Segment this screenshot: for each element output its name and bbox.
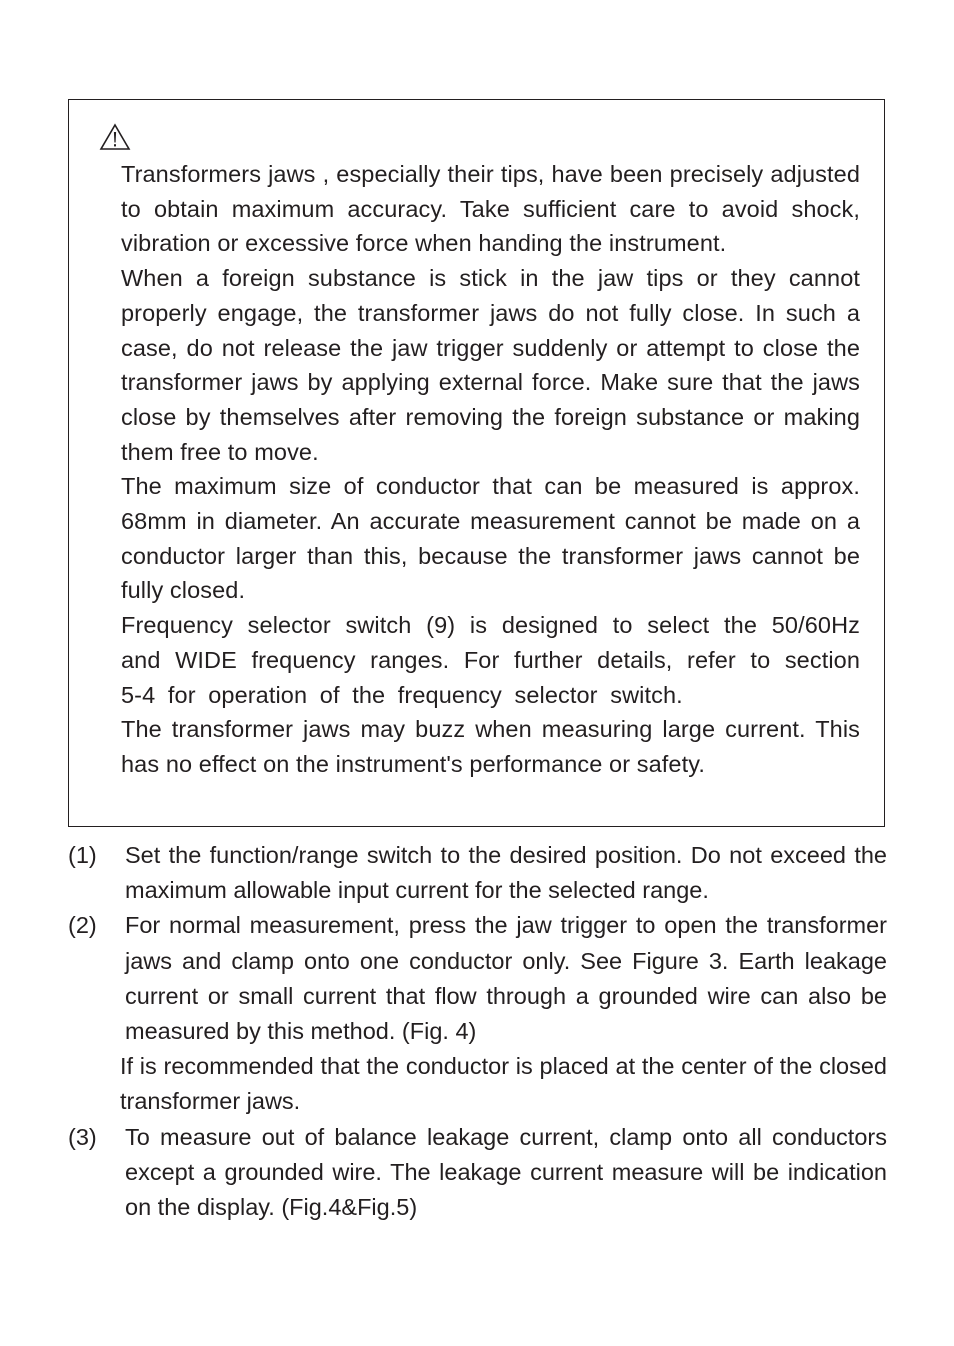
- procedure-steps: [68, 838, 887, 1225]
- caution-box: [68, 99, 885, 827]
- list-item: [68, 908, 887, 1049]
- step-text: For normal measurement, press the jaw trigger to open the transformer jaws and clamp onto one conductor only. See Figure 3. Earth leakage current or small current that flow through a grounded wire can also be measured by this method. (Fig. 4): [125, 912, 887, 1045]
- step-text: To measure out of balance leakage current, clamp onto all conductors except a grounded wire. The leakage current measure will be indication on the display. (Fig.4&Fig.5): [125, 1123, 887, 1221]
- step-number: (1): [68, 842, 97, 868]
- caution-paragraph-buzz: The transformer jaws may buzz when measuring large current. This has no effect on the instrument's performance or safety.: [121, 716, 860, 777]
- list-item: [68, 1120, 887, 1226]
- step-note: If is recommended that the conductor is placed at the center of the closed transformer jaws.: [120, 1053, 887, 1115]
- caution-paragraph-foreign-substance: When a foreign substance is stick in the jaw tips or they cannot properly engage, the transformer jaws do not fully close. In such a case, do not release the jaw trigger suddenly or attempt to close the transformer jaws by applying external force. Make sure that the jaws close by themselves after removing the foreign substance or making them free to move.: [121, 265, 860, 465]
- caution-paragraph-frequency-switch: Frequency selector switch (9) is designed to select the 50/60Hz and WIDE frequency ranges. For further details, refer to section 5-4 for operation of the frequency selector switch.: [121, 612, 860, 708]
- list-item: [68, 838, 887, 908]
- caution-text: [121, 157, 860, 782]
- caution-paragraph-jaw-tips: Transformers jaws , especially their tips, have been precisely adjusted to obtain maximum accuracy. Take sufficient care to avoid shock, vibration or excessive force when handing the instrument.: [121, 161, 860, 257]
- step-number: (3): [68, 1123, 97, 1150]
- caution-paragraph-max-conductor: The maximum size of conductor that can be measured is approx. 68mm in diameter. An accurate measurement cannot be made on a conductor larger than this, because the transformer jaws cannot be fully closed.: [121, 473, 860, 604]
- step-number: (2): [68, 912, 97, 939]
- warning-triangle-icon: [99, 123, 131, 151]
- step-text: Set the function/range switch to the desired position. Do not exceed the maximum allowable input current for the selected range.: [125, 842, 887, 904]
